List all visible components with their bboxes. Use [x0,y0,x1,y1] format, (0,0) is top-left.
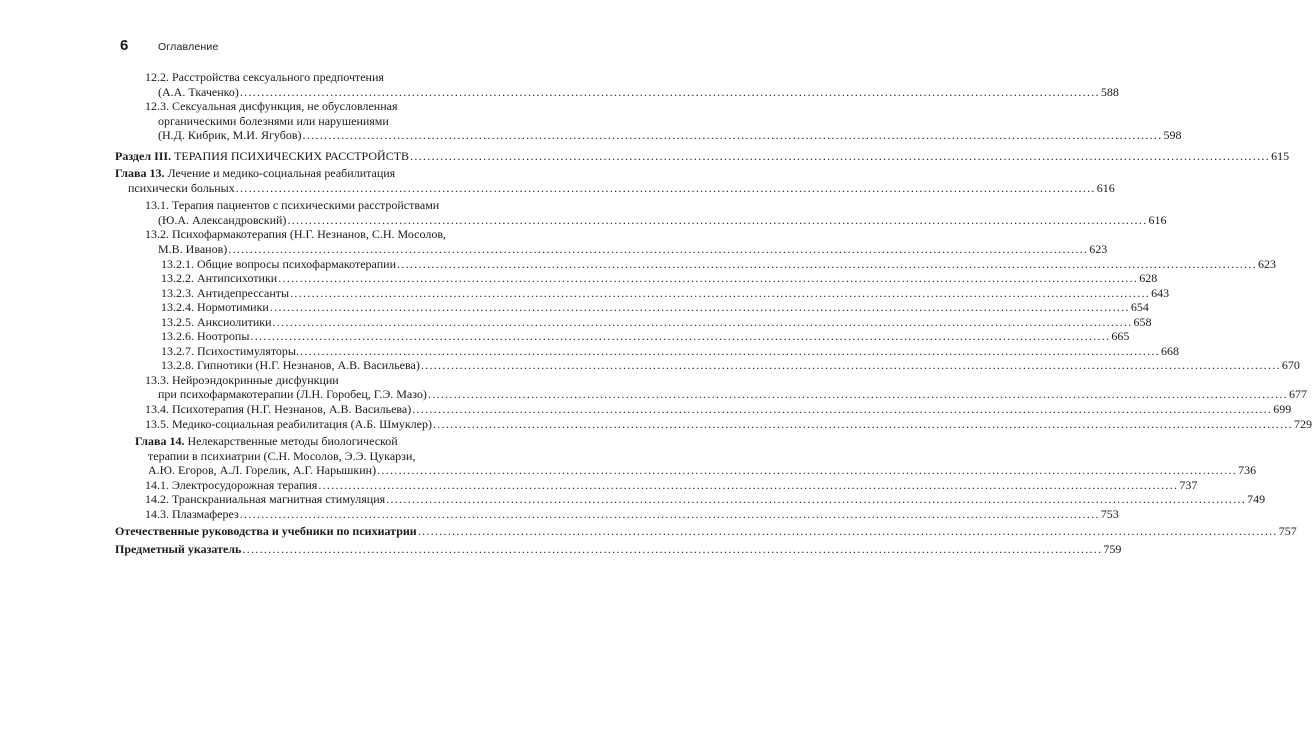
toc-entry [115,198,1167,227]
dot-leader: ........................................................................................................................................................................................................ [269,300,1130,315]
toc-entry [115,227,1108,257]
toc-entry-text: (Н.Д. Кибрик, М.И. Ягубов) [158,128,302,143]
toc-entry [115,372,1307,402]
dot-leader: ........................................................................................................................................................................................................ [272,314,1133,329]
toc-page-number: 753 [1100,506,1119,521]
toc-entry-text: 13.2.1. Общие вопросы психофармакотерапии [161,256,396,271]
toc-page-number: 598 [1163,128,1182,143]
dot-leader: ........................................................................................................................................................................................................ [290,285,1151,300]
dot-leader: ........................................................................................................................................................................................................ [242,541,1103,556]
toc-entry-text: М.В. Иванов) [158,242,228,257]
toc-entry-label: Раздел III. [115,148,172,163]
toc-entry-text: 13.1. Терапия пациентов с психическими расстройствами [145,198,440,213]
toc-entry-text: 12.2. Расстройства сексуального предпочтения [145,70,384,84]
toc-entry-text: (Ю.А. Александровский) [158,212,287,227]
toc-entry [115,358,1300,373]
toc-page-number: 759 [1103,541,1122,556]
dot-leader: ........................................................................................................................................................................................................ [318,477,1179,492]
toc-entry-label: Глава 13. [115,166,165,181]
toc-page-number: 737 [1179,477,1198,492]
toc-entry-text: 13.2.4. Нормотимики [161,300,269,315]
toc-page-number: 677 [1288,387,1307,402]
toc-entry-text [115,524,417,539]
toc-entry-text: 13.5. Медико-социальная реабилитация (А.Б. Шмуклер) [145,416,432,431]
toc-entry [115,506,1119,522]
dot-leader: ........................................................................................................................................................................................................ [417,524,1278,539]
dot-leader: ........................................................................................................................................................................................................ [412,402,1273,417]
toc-entry-text: 13.3. Нейроэндокринные дисфункции [145,372,339,387]
toc-page-number: 665 [1111,329,1130,344]
toc-entry-text [115,542,241,557]
toc-entry-text: 13.2.5. Анксиолитики [161,314,272,329]
toc-entry-text: 13.4. Психотерапия (Н.Г. Незнанов, А.В. Васильева) [145,402,412,417]
dot-leader: ........................................................................................................................................................................................................ [427,387,1288,402]
dot-leader: ........................................................................................................................................................................................................ [299,343,1160,358]
toc-entry-text: Глава 13. Лечение и медико-социальная реабилитация [115,166,396,181]
toc-entry-text: при психофармакотерапии (Л.Н. Горобец, Г.Э. Мазо) [158,387,427,402]
toc-page-number: 699 [1273,402,1292,417]
toc-page-number: 616 [1148,212,1167,227]
dot-leader: ........................................................................................................................................................................................................ [239,506,1100,521]
dot-leader: ........................................................................................................................................................................................................ [397,256,1257,271]
dot-leader: ........................................................................................................................................................................................................ [239,84,1100,99]
toc-entry [115,300,1149,315]
toc-entry [115,492,1266,507]
toc-entry [115,541,1122,557]
toc-entry-text: 13.2. Психофармакотерапия (Н.Г. Незнанов, С.Н. Мосолов, [145,227,447,242]
toc-entry-text: Глава 14. Нелекарственные методы биологической [135,434,398,449]
toc-page-number: 670 [1281,358,1300,373]
toc-entry [115,402,1292,417]
toc-entry [115,99,1182,143]
toc-page-number: 615 [1271,148,1290,163]
toc-page-number: 736 [1238,463,1257,478]
toc-entry-text: 14.1. Электросудорожная терапия [145,477,318,492]
toc-entry-label: Глава 14. [135,434,185,449]
toc-page-number: 668 [1160,343,1179,358]
toc-entry-text: 12.3. Сексуальная дисфункция, не обусловленная [145,99,398,114]
toc-page-number: 623 [1089,242,1108,257]
toc-entry-text: 13.2.3. Антидепрессанты [161,285,290,300]
toc-entry [115,166,1115,195]
toc-entry [115,524,1297,539]
toc-entry-label: Отечественные руководства и учебники по психиатрии [115,524,417,539]
toc-entry [115,148,1290,164]
dot-leader: ........................................................................................................................................................................................................ [410,148,1271,163]
toc-page-number: 729 [1293,416,1312,431]
toc-entry-text: 14.3. Плазмаферез [145,506,239,521]
running-header-title: Оглавление [158,41,219,53]
toc-page-number: 643 [1151,285,1170,300]
toc-entry [115,70,1119,99]
toc-entry [115,477,1198,493]
dot-leader: ........................................................................................................................................................................................................ [287,212,1148,227]
toc-entry [115,256,1276,272]
toc-page-number: 749 [1247,492,1266,507]
toc-page-number: 628 [1139,271,1158,286]
dot-leader: ........................................................................................................................................................................................................ [228,242,1089,257]
toc-page-number: 658 [1133,314,1152,329]
dot-leader: ........................................................................................................................................................................................................ [377,463,1238,478]
toc-entry-text: Раздел III. ТЕРАПИЯ ПСИХИЧЕСКИХ РАССТРОЙСТВ [115,148,410,163]
dot-leader: ........................................................................................................................................................................................................ [250,329,1111,344]
toc-entry-text: 13.2.7. Психостимуляторы. [161,343,299,358]
toc-entry [115,416,1312,432]
toc-page-number: 757 [1278,524,1297,539]
toc-entry [115,314,1152,330]
toc-entry [115,434,1257,478]
toc-entry-text: 13.2.2. Антипсихотики [161,271,278,286]
toc-entry-text: органическими болезнями или нарушениями [158,113,389,128]
toc-entry [115,285,1170,301]
toc-entry-label: Предметный указатель [115,541,242,556]
toc-entry-text: психически больных [128,180,235,195]
table-of-contents [115,70,1312,557]
dot-leader: ........................................................................................................................................................................................................ [278,271,1139,286]
toc-page-number: 623 [1258,256,1276,271]
dot-leader: ........................................................................................................................................................................................................ [302,128,1163,143]
toc-entry-text: 14.2. Транскраниальная магнитная стимуляция [145,492,386,507]
toc-entry-text: 13.2.8. Гипнотики (Н.Г. Незнанов, А.В. Васильева) [161,358,420,373]
toc-entry-text: терапии в психиатрии (С.Н. Мосолов, Э.Э. Цукарзи, [148,448,416,463]
toc-entry-text: А.Ю. Егоров, А.Л. Горелик, А.Г. Нарышкин) [148,463,377,478]
toc-page-number: 616 [1096,180,1115,195]
toc-page-number: 588 [1100,84,1119,99]
dot-leader: ........................................................................................................................................................................................................ [235,180,1096,195]
toc-entry [115,343,1179,359]
dot-leader: ........................................................................................................................................................................................................ [432,416,1293,431]
toc-page-number: 654 [1130,300,1149,315]
toc-entry-text: 13.2.6. Ноотропы [161,329,250,344]
toc-entry [115,271,1158,286]
toc-entry-text: (А.А. Ткаченко) [158,84,239,99]
toc-entry [115,329,1130,344]
dot-leader: ........................................................................................................................................................................................................ [420,358,1281,373]
page-number: 6 [120,37,129,54]
dot-leader: ........................................................................................................................................................................................................ [386,492,1247,507]
